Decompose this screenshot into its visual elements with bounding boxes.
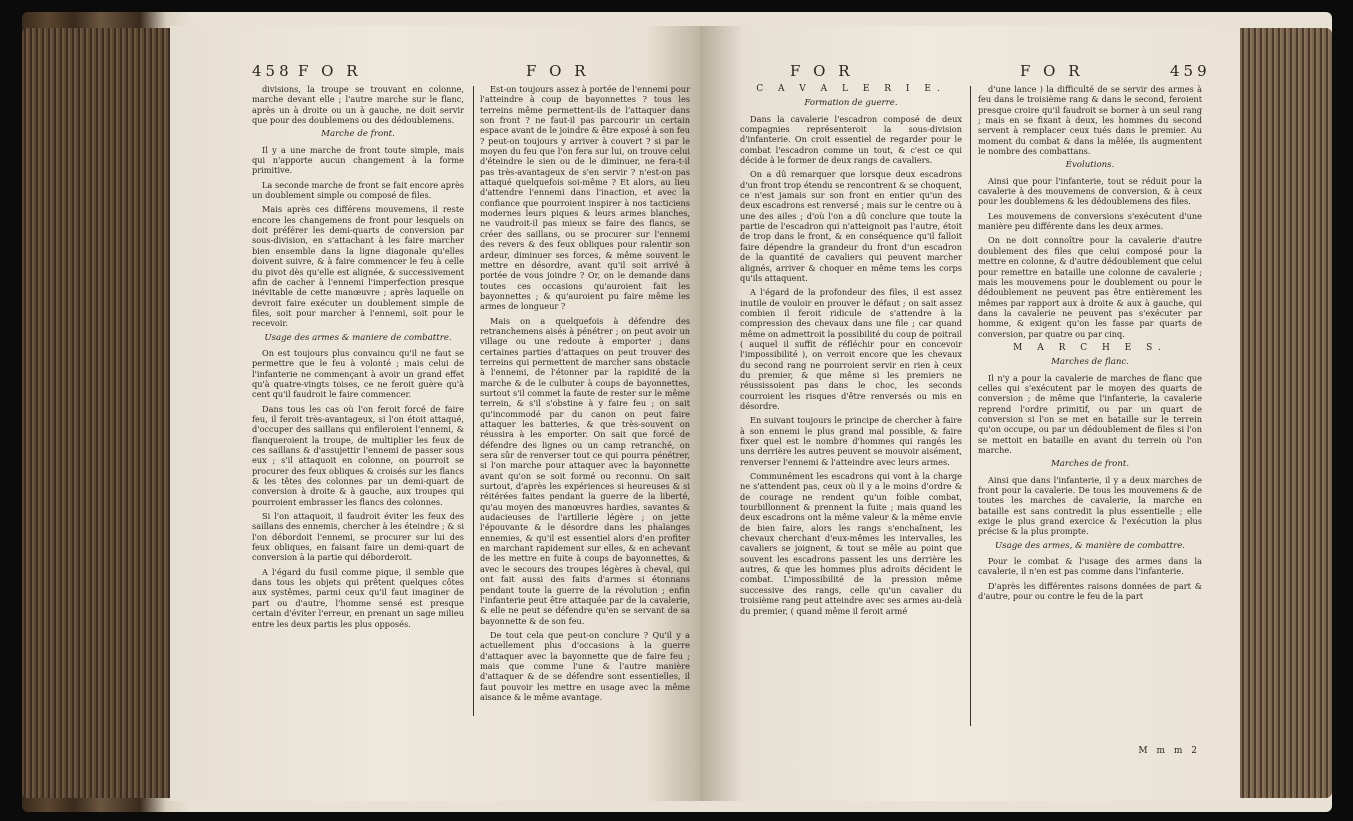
left-column-2 — [480, 84, 690, 706]
paragraph: Il n'y a pour la cavalerie de marches de flanc que celles qui s'exécutent par le moyen des quarts de conversion ; de même que l'infanterie, la cavalerie reprend l'ordre primitif, ou par un quart de conversion si l'on se met en bataille sur le terrein qu'on occupe, ou par un dédoublement de files si l'on se mettoit en bataille en avant du terrein où l'on marche. — [978, 372, 1202, 455]
paragraph: Ainsi que dans l'infanterie, il y a deux marches de front pour la cavalerie. De tous les mouvemens & de toutes les marches de cavalerie, la marche en bataille est sans contredit la plus essentielle ; elle exige le plus grand exercice & l'exécution la plus précise & la plus prompte. — [978, 474, 1202, 537]
section-heading: Usage des armes, & manière de combattre. — [994, 540, 1186, 551]
left-page-number: 458 — [252, 62, 293, 80]
paragraph: Dans la cavalerie l'escadron composé de deux compagnies représenteroit la sous-division d'infanterie. On croit essentiel de regarder pour le combat l'escadron comme un tout, & c'est ce qui décide à le former de deux rangs de cavaliers. — [740, 113, 962, 166]
left-running-head-1: F O R — [298, 62, 362, 80]
section-heading: Marches de flanc. — [1051, 357, 1129, 368]
paragraph: Les mouvemens de conversions s'exécutent d'une manière peu différente dans les deux armes. — [978, 210, 1202, 232]
section-heading: Évolutions. — [1065, 160, 1115, 171]
paragraph: On ne doit connoître pour la cavalerie d'autre doublement des files que celui composé pour la mettre en colonne, & d'autre dédoublement que celui pour remettre en bataille une colonne de cavalerie ; mais les mouvemens pour le doublement ou pour le dédoublement ne peuvent pas être entièrement les mêmes par rapport aux à droite & aux à gauche, qui dans la cavalerie ne peuvent pas s'exécuter par homme, & exigent qu'on les fasse par quarts de conversion, par quatre ou par cinq. — [978, 235, 1202, 339]
right-column-rule — [970, 86, 971, 726]
right-column-2 — [978, 84, 1202, 605]
paragraph: Dans tous les cas où l'on feroit forcé de faire feu, il feroit très-avantageux, si l'on étoit attaqué, d'occuper des saillans qui enfileroient l'ennemi, & flanqueroient la troupe, de multiplier les feux de ces saillans & d'assujettir l'ennemi de passer sous eux ; s'il attaquoit en colonne, on pourroit se procurer des feux obliques & croisés sur les flancs & les têtes des colonnes par un demi-quart de conversion à droite & à gauche, aux troupes qui pourroient embrasser les flancs des colonnes. — [252, 403, 464, 507]
paragraph: Si l'on attaquoit, il faudroit éviter les feux des saillans des ennemis, chercher à les éteindre ; & si l'on débordoit l'ennemi, se procurer sur lui des feux obliques, en faisant faire un demi-quart de conversion à la partie qui déborderoit. — [252, 511, 464, 563]
paragraph: En suivant toujours le principe de chercher à faire à son ennemi le plus grand mal possible, & faire fixer quel est le nombre d'hommes qui rangés les uns derrière les autres peuvent se mouvoir aisément, renverser l'ennemi & l'atteindre avec leurs armes. — [740, 415, 962, 467]
right-page-number: 459 — [1170, 62, 1211, 80]
paragraph: d'une lance ) la difficulté de se servir des armes à feu dans le troisième rang & dans le second, feroient presque croire qu'il faudroit se borner à un seul rang ; mais en se fixant à deux, les hommes du second servent à remplacer ceux tués dans le premier. Au moment du combat & dans la mêlée, ils augmentent le nombre des combattans. — [978, 84, 1202, 157]
right-running-head-1: F O R — [790, 62, 854, 80]
paragraph: On a dû remarquer que lorsque deux escadrons d'un front trop étendu se rencontrent & se choquent, ce n'est jamais sur son front en entier qu'un des deux escadrons est renversé ; mais sur le centre ou à une des ailes ; d'où l'on a dû conclure que toute la partie de l'escadron qui n'atteignoit pas l'autre, étoit de trop dans le front, & en conséquence qu'il falloit faire dépendre la grandeur du front d'un escadron de la quantité de cavaliers qui peuvent marcher alignés, arriver & choquer en même tems les corps qu'ils attaquent. — [740, 169, 962, 283]
right-page-edges — [1240, 28, 1332, 798]
paragraph: A l'égard du fusil comme pique, il semble que dans tous les objets qui prêtent quelques côtes aux systêmes, parmi ceux qu'il faut imaginer de part ou d'autre, l'homme sensé est presque certain d'éviter l'erreur, en prenant un sage milieu entre les deux partis les plus opposés. — [252, 566, 464, 629]
right-column-1 — [740, 84, 962, 620]
paragraph: On est toujours plus convaincu qu'il ne faut se permettre que le feu à volonté ; mais celui de l'infanterie ne commençant à avoir un grand effet qu'à quatre-vingts toises, ce ne feroit guère qu'à cent qu'il faudroit le faire commencer. — [252, 347, 464, 400]
paragraph: La seconde marche de front se fait encore après un doublement simple ou composé de files. — [252, 179, 464, 201]
left-column-rule — [473, 86, 474, 716]
paragraph: D'après les différentes raisons données de part & d'autre, pour ou contre le feu de la part — [978, 580, 1202, 602]
paragraph: A l'égard de la profondeur des files, il est assez inutile de vouloir en prouver le défaut ; on sait assez combien il feroit ridicule de s'attendre à la compression des chevaux dans une file ; car quand même on admettroit la possibilité du coup de poitrail ( auquel il suffit de réfléchir pour en concevoir l'impossibilité ), on verroit encore que les chevaux du second rang ne pourroient servir en rien à ceux du premier, & que même si les premiers ne réussissoient pas dans le choc, les seconds courroient les risques d'être renversés ou mis en désordre. — [740, 287, 962, 411]
left-page — [170, 26, 700, 801]
signature-mark: M m m 2 — [1138, 746, 1200, 756]
left-column-1 — [252, 84, 464, 633]
paragraph: divisions, la troupe se trouvant en colonne, marche devant elle ; l'autre marche sur le flanc, après un à droite ou un à gauche, ne doit servir que pour des doublemens ou des dédoublemens. — [252, 84, 464, 126]
right-running-head-2: F O R — [1020, 62, 1084, 80]
section-heading: Formation de guerre. — [804, 98, 898, 109]
section-heading: M A R C H E S. — [1013, 342, 1167, 353]
book-spread — [22, 12, 1332, 812]
paragraph: Est-on toujours assez à portée de l'ennemi pour l'atteindre à coup de bayonnettes ? tous les terreins même permettent-ils de l'attaquer dans son front ? ne faut-il pas parcourir un certain espace avant de le joindre & être exposé à son feu ? peut-on toujours y arriver à couvert ? si par le moyen du feu que l'on fera sur lui, on trouve celui d'éteindre le sien ou de le diminuer, ne fera-t-il pas très-avantageux de s'en servir ? n'est-on pas attaqué quelquefois soi-même ? Et alors, au lieu d'attendre l'ennemi dans l'inaction, et avec la confiance que pourroient inspirer à nos tacticiens modernes leurs piques & leurs armes blanches, ne vaudroit-il pas mieux se faire des flancs, se créer des saillans, ou se procurer sur l'ennemi des revers & des feux obliques pour ralentir son ardeur, diminuer ses forces, & même souvent le mettre en désordre, avant qu'il soit arrivé à portée de vous joindre ? Or, on le demande dans toutes ces occasions qu'auroient fait les bayonnettes ; & qu'auroient pu faire même les armes de longueur ? — [480, 84, 690, 312]
section-heading: C A V A L E R I E. — [756, 84, 946, 94]
paragraph: Mais on a quelquefois à défendre des retranchemens aisés à pénétrer ; on peut avoir un village ou une redoute à emporter ; dans certaines parties d'attaques on peut trouver des terreins qui permettent de marcher sans obstacle à l'ennemi, de l'étonner par la rapidité de la marche & de le culbuter à coups de bayonnettes, surtout s'il commet la faute de rester sur le même terrein, & s'il s'obstine à y faire feu ; on sait qu'incommodé par du canon on peut faire attaquer les batteries, & que très-souvent on réussira à les emporter. On sait que forcé de défendre des lignes ou un camp retranché, on sera sûr de renverser tout ce qui pourra pénétrer, si l'on marche pour attaquer avec la bayonnette avant qu'on se soit formé ou reconnu. On sait surtout, d'après les expériences si heureuses & si réitérées faites pendant la guerre de la liberté, qu'au moyen des manœuvres hardies, savantes & audacieuses de l'artillerie légère ; on jette l'épouvante & le désordre dans les phalanges ennemies, & qu'il est essentiel alors d'en profiter en marchant rapidement sur elles, & en achevant de les mettre en fuite à coups de bayonnettes, & avec le secours des troupes légères à cheval, qui ont fait aussi des faits d'armes si étonnans pendant toute la guerre de la révolution ; enfin l'infanterie peut être attaquée par de la cavalerie, & elle ne peut se défendre qu'en se servant de sa bayonnette & de son feu. — [480, 315, 690, 626]
section-heading: Marche de front. — [321, 129, 395, 140]
left-running-head-2: F O R — [526, 62, 590, 80]
paragraph: Ainsi que pour l'infanterie, tout se réduit pour la cavalerie à des mouvemens de conversion, & à ceux pour les doublemens & les dédoublemens des files. — [978, 175, 1202, 207]
paragraph: Il y a une marche de front toute simple, mais qui n'apporte aucun changement à la forme primitive. — [252, 144, 464, 176]
paragraph: Pour le combat & l'usage des armes dans la cavalerie, il n'en est pas comme dans l'infanterie. — [978, 556, 1202, 577]
section-heading: Usage des armes & maniere de combattre. — [264, 332, 452, 343]
section-heading: Marches de front. — [1050, 459, 1130, 470]
paragraph: De tout cela que peut-on conclure ? Qu'il y a actuellement plus d'occasions à la guerre d'attaquer avec la bayonnette que de faire feu ; mais que comme l'une & l'autre manière d'attaquer & de se défendre sont essentielles, il faut pouvoir les mettre en usage avec la même aisance & le même avantage. — [480, 629, 690, 702]
left-page-edges — [22, 28, 170, 798]
paragraph: Communément les escadrons qui vont à la charge ne s'attendent pas, ceux où il y a le moins d'ordre & de courage ne rendent qu'un foible combat, tourbillonnent & prennent la fuite ; mais quand les deux escadrons ont la même valeur & la même envie de bien faire, alors les rangs s'enchaînent, les chevaux cherchant d'eux-mêmes les intervalles, les cavaliers se joignent, & tout se mêle au point que souvent les escadrons passent les uns derrière les autres, & que les hommes plus adroits décident le combat. L'impossibilité de la pression même successive des rangs, celle qu'un cavalier du troisième rang peut atteindre avec ses armes au-delà du premier, ( quand même il feroit armé — [740, 471, 962, 616]
paragraph: Mais après ces différens mouvemens, il reste encore les changemens de front pour lesquels on doit préférer les demi-quarts de conversion par sous-division, en s'attachant à les faire marcher bien ensemble dans la ligne diagonale qu'elles doivent suivre, & à faire commencer le feu à celle du pivot dès qu'elle est alignée, & successivement afin de cacher à l'ennemi l'imperfection presque inévitable de cette manœuvre ; après laquelle on devroit faire exécuter un doublement simple de files, soit pour marcher à l'ennemi, soit pour le recevoir. — [252, 204, 464, 329]
right-page — [700, 26, 1240, 801]
